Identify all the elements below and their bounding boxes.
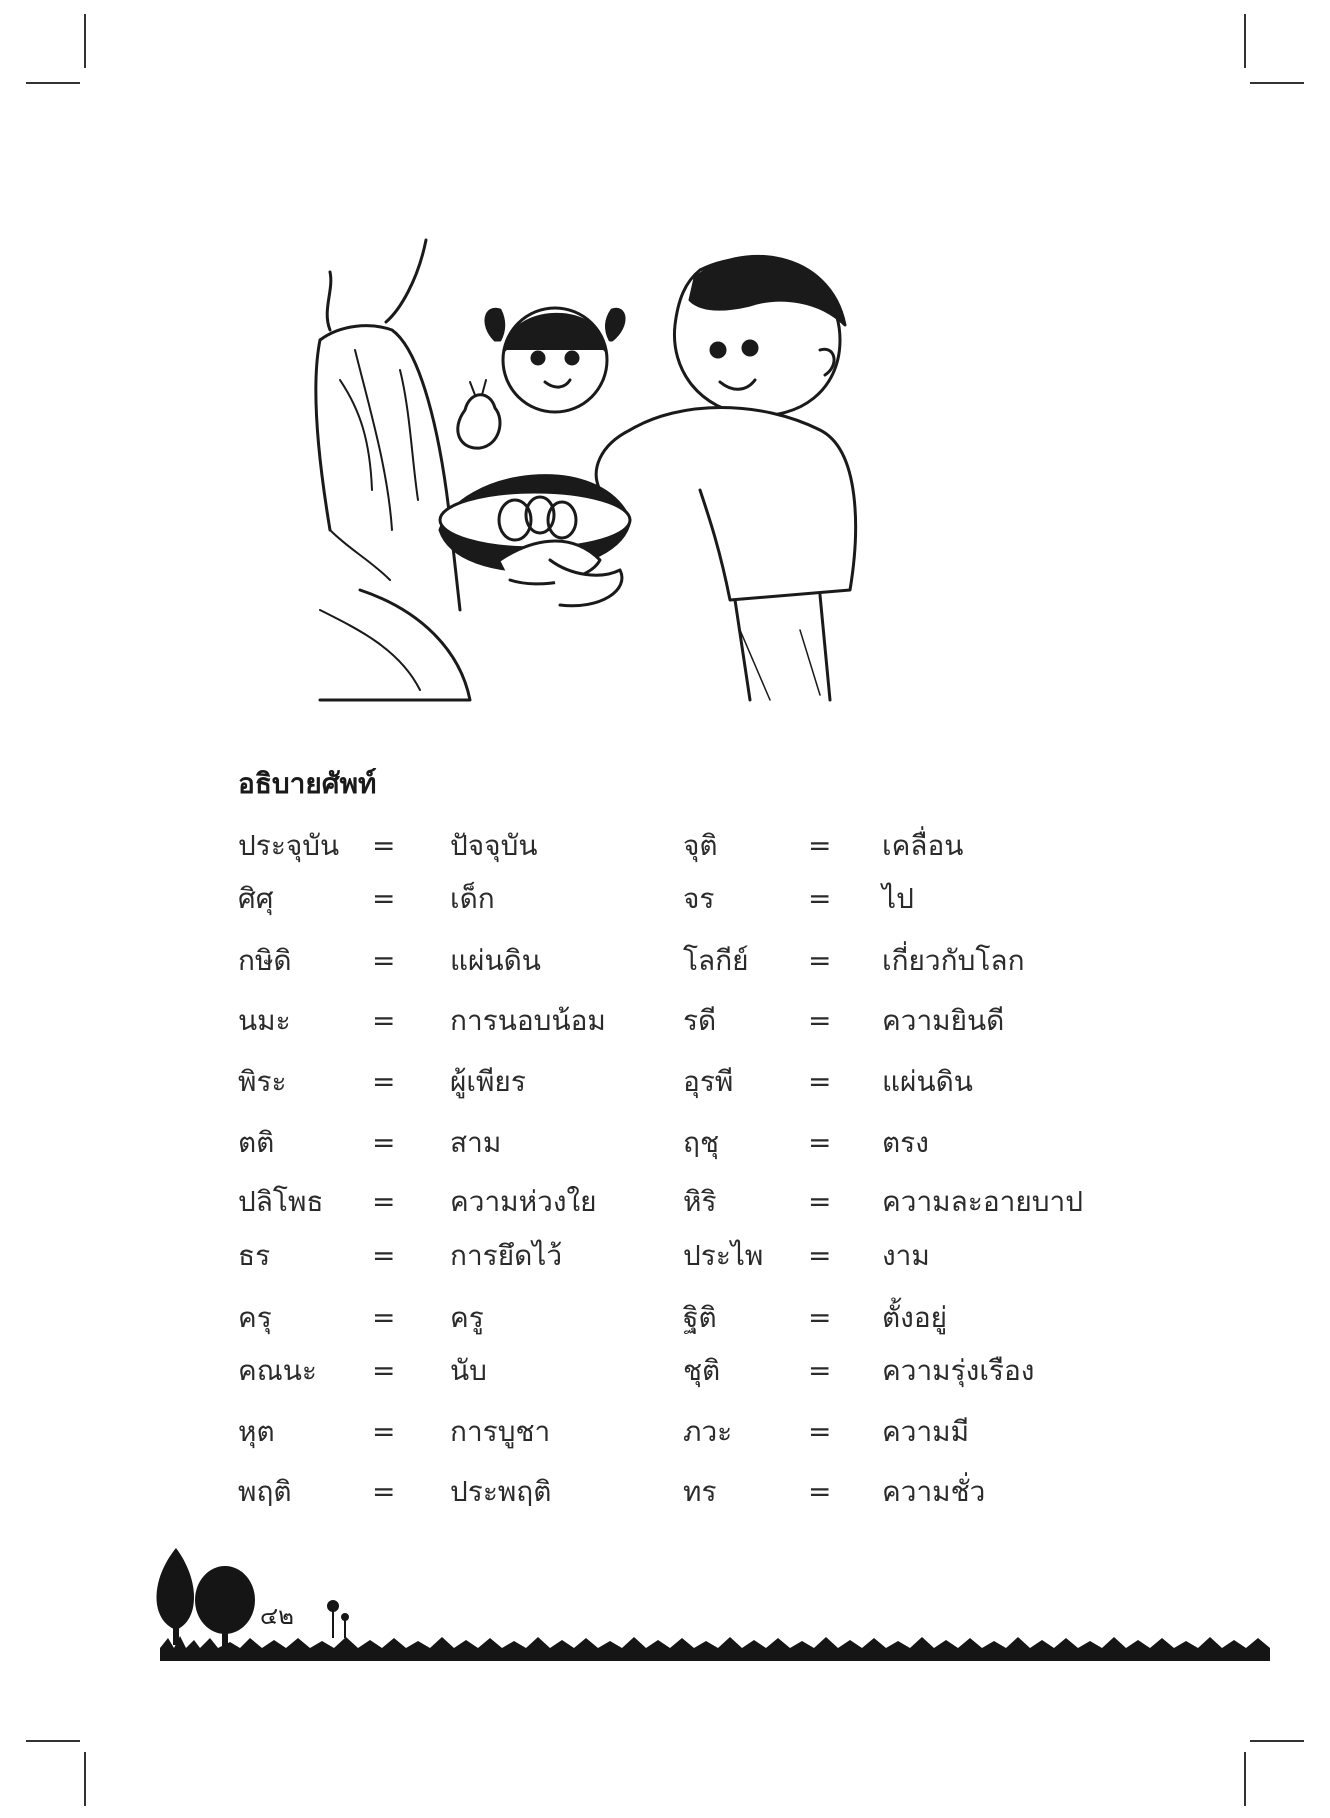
glossary-definition: ตรง — [882, 1126, 929, 1159]
glossary-term: จุติ — [683, 829, 718, 862]
glossary-term: คณนะ — [238, 1354, 317, 1387]
glossary-term: หุต — [238, 1415, 275, 1448]
glossary-definition: การนอบน้อม — [450, 1004, 606, 1037]
equals-sign: = — [808, 882, 832, 915]
equals-sign: = — [808, 1415, 832, 1448]
glossary-definition: เด็ก — [450, 882, 495, 915]
equals-sign: = — [808, 1185, 832, 1218]
alms-giving-illustration — [300, 230, 950, 730]
equals-sign: = — [372, 1475, 396, 1508]
vocabulary-heading: อธิบายศัพท์ — [238, 767, 377, 800]
glossary-definition: สาม — [450, 1126, 502, 1159]
equals-sign: = — [808, 1354, 832, 1387]
glossary-term: ศิศุ — [238, 882, 274, 915]
glossary-definition: ความห่วงใย — [450, 1185, 597, 1218]
equals-sign: = — [372, 882, 396, 915]
equals-sign: = — [808, 829, 832, 862]
equals-sign: = — [372, 1415, 396, 1448]
crop-mark — [1250, 1740, 1304, 1742]
glossary-definition: ความมี — [882, 1415, 970, 1448]
glossary-definition: งาม — [882, 1239, 930, 1272]
glossary-term: จร — [683, 882, 715, 915]
glossary-definition: แผ่นดิน — [450, 944, 541, 977]
glossary-definition: เคลื่อน — [882, 829, 964, 862]
glossary-definition: การยึดไว้ — [450, 1239, 563, 1272]
crop-mark — [26, 1740, 80, 1742]
flower-icon — [328, 1601, 348, 1638]
equals-sign: = — [372, 1354, 396, 1387]
crop-mark — [26, 82, 80, 84]
equals-sign: = — [372, 1185, 396, 1218]
glossary-term: ชุติ — [683, 1354, 721, 1387]
equals-sign: = — [808, 1004, 832, 1037]
equals-sign: = — [808, 1475, 832, 1508]
glossary-term: นมะ — [238, 1004, 291, 1037]
grass-strip — [160, 1636, 1270, 1661]
glossary-definition: นับ — [450, 1354, 487, 1387]
glossary-definition: ผู้เพียร — [450, 1065, 526, 1098]
glossary-definition: ไป — [882, 882, 914, 915]
equals-sign: = — [808, 1065, 832, 1098]
glossary-term: ตติ — [238, 1126, 275, 1159]
glossary-definition: ความยินดี — [882, 1004, 1005, 1037]
glossary-term: ปลิโพธ — [238, 1185, 324, 1218]
equals-sign: = — [372, 1004, 396, 1037]
glossary-term: พฤติ — [238, 1475, 292, 1508]
equals-sign: = — [372, 1301, 396, 1334]
glossary-term: ภวะ — [683, 1415, 733, 1448]
glossary-definition: เกี่ยวกับโลก — [882, 944, 1025, 977]
glossary-definition: ความละอายบาป — [882, 1185, 1084, 1218]
glossary-term: ฤชุ — [683, 1126, 719, 1159]
glossary-definition: ความชั่ว — [882, 1475, 986, 1508]
glossary-definition: ประพฤติ — [450, 1475, 552, 1508]
equals-sign: = — [808, 944, 832, 977]
boy-figure — [596, 256, 855, 700]
glossary-term: กษิดิ — [238, 944, 292, 977]
crop-mark — [1250, 82, 1304, 84]
glossary-term: ประไพ — [683, 1239, 764, 1272]
equals-sign: = — [372, 829, 396, 862]
tree-icon — [157, 1548, 256, 1648]
glossary-term: ฐิติ — [683, 1301, 717, 1334]
monk-figure — [316, 240, 470, 700]
equals-sign: = — [808, 1239, 832, 1272]
glossary-definition: แผ่นดิน — [882, 1065, 973, 1098]
alms-bowl — [440, 476, 630, 584]
glossary-term: ประจุบัน — [238, 829, 340, 862]
page-number: ๔๒ — [260, 1602, 294, 1630]
footer-grass-decoration — [0, 1530, 1330, 1670]
equals-sign: = — [808, 1126, 832, 1159]
equals-sign: = — [808, 1301, 832, 1334]
glossary-term: อุรพี — [683, 1065, 734, 1098]
glossary-term: ธร — [238, 1239, 271, 1272]
equals-sign: = — [372, 1126, 396, 1159]
glossary-definition: การบูชา — [450, 1415, 551, 1448]
girl-figure — [458, 308, 624, 448]
glossary-definition: ครู — [450, 1301, 484, 1334]
crop-mark — [84, 14, 86, 68]
glossary-term: ครุ — [238, 1301, 272, 1334]
glossary-term: หิริ — [683, 1185, 717, 1218]
glossary-term: ทร — [683, 1475, 717, 1508]
glossary-definition: ความรุ่งเรือง — [882, 1354, 1035, 1387]
glossary-definition: ตั้งอยู่ — [882, 1301, 948, 1334]
crop-mark — [84, 1752, 86, 1806]
crop-mark — [1244, 14, 1246, 68]
glossary-term: พิระ — [238, 1065, 287, 1098]
equals-sign: = — [372, 1239, 396, 1272]
glossary-term: โลกีย์ — [683, 944, 749, 977]
equals-sign: = — [372, 1065, 396, 1098]
glossary-definition: ปัจจุบัน — [450, 829, 538, 862]
crop-mark — [1244, 1752, 1246, 1806]
glossary-term: รดี — [683, 1004, 717, 1037]
equals-sign: = — [372, 944, 396, 977]
